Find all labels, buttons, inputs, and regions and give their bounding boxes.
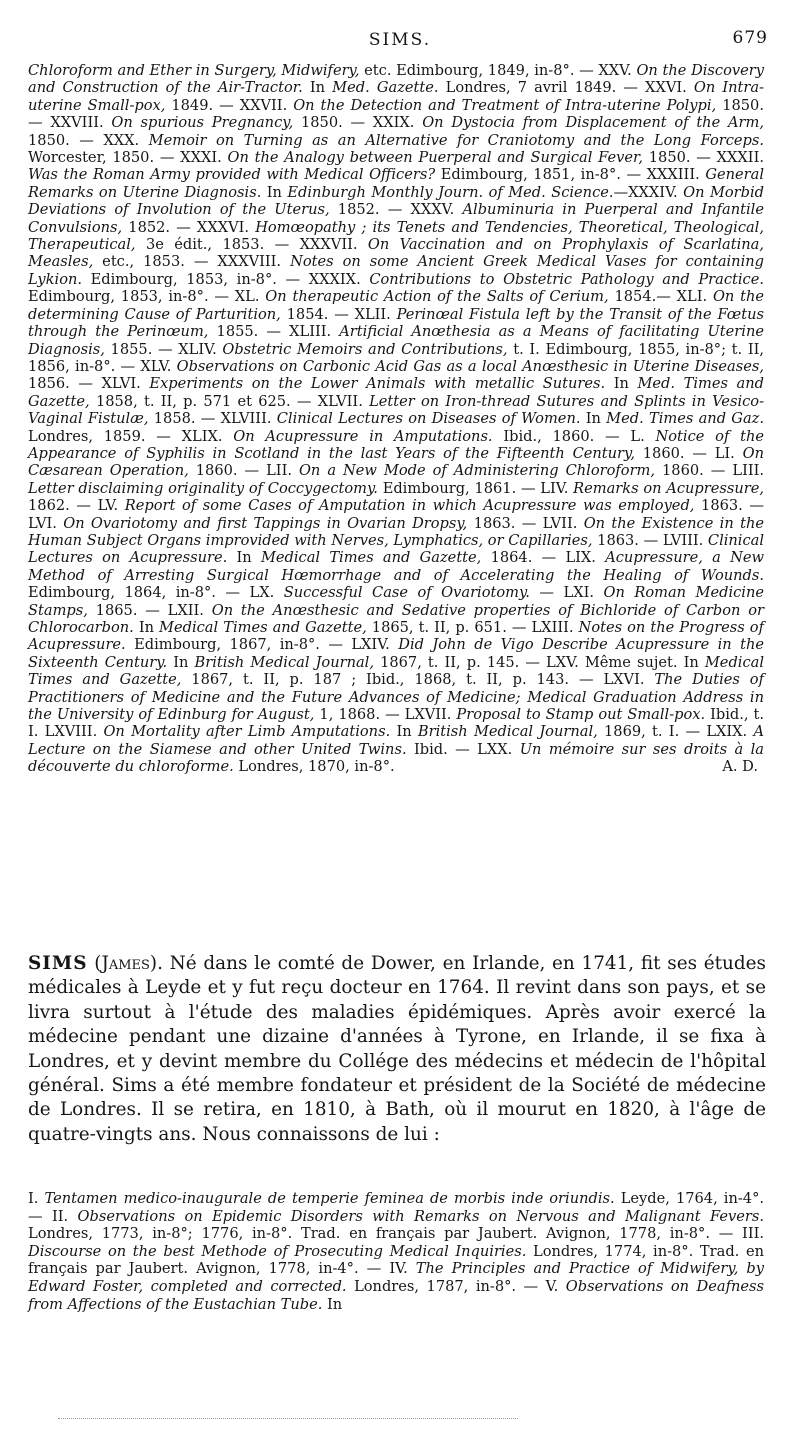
text-segment: In [261, 183, 288, 201]
text-segment: 1, 1868. — LXVII. [314, 706, 457, 724]
title-segment: On the Analogy between Puerperal and Surgical Fever, [227, 149, 644, 167]
text-segment: In [302, 79, 333, 97]
title-segment: Chloroform and Ether in Surgery, Midwifery, [28, 62, 360, 79]
title-segment: A Lecture on the Siamese and other United Twins. [28, 723, 764, 758]
title-segment: Did John de Vigo Describe Acupressure in the Sixteenth Century. [28, 636, 764, 671]
text-segment: Londres, 1787, in-8°. — V. [346, 1277, 566, 1295]
text-segment: I. [28, 1190, 45, 1207]
title-segment: British Medical Journal, [417, 723, 598, 741]
title-segment: On therapeutic Action of the Salts of Cerium, [265, 288, 609, 306]
text-segment: 1850. — XXXII. [643, 149, 764, 167]
title-segment: On the Detection and Treatment of Intra-uterine Polypi, [293, 96, 717, 114]
running-head [30, 28, 770, 52]
title-segment: Medical Times and Gazette, [159, 619, 367, 636]
text-segment: 1863. — LVII. [467, 514, 584, 532]
entry-given-name: (James). [94, 953, 163, 974]
text-segment: 1869, t. I. — LXIX. [597, 723, 754, 741]
title-segment: Notes on the Progress of Acupressure. [28, 619, 764, 654]
title-segment: Memoir on Turning as an Alternative for Craniotomy and the Long Forceps. [148, 131, 764, 149]
title-segment: Acupressure, a New Method of Arresting Surgical Hœmorrhage and of Accelerating the Healing of Wounds. [28, 549, 765, 584]
text-segment: 1867, t. II, p. 145. — LXV. Même sujet. In [374, 653, 705, 671]
works-text [28, 1190, 764, 1313]
title-segment: On the determining Cause of Parturition, [28, 288, 765, 323]
author-signature: A. D. [722, 758, 758, 776]
title-segment: On Acupressure in Amputations. [233, 427, 493, 445]
text-segment: Edimbourg, 1853, in-8°. — XXXIX. [82, 270, 370, 288]
text-segment: Londres, 1773, in-8°; 1776, in-8°. Trad. en français par Jaubert. Avignon, 1778, in-8°. — III. [28, 1225, 764, 1243]
title-segment: On the Discovery and Construction of the Air-Tractor. [28, 62, 764, 97]
title-segment: Medical Times and Gazette, [28, 653, 764, 689]
title-segment: Observations on Epidemic Disorders with Remarks on Nervous and Malignant Fevers. [77, 1207, 764, 1225]
bottom-rule [58, 1418, 518, 1419]
title-segment: Report of some Cases of Amputation in which Acupressure was employed, [124, 497, 695, 515]
running-title: SIMS. [368, 30, 432, 50]
title-segment: Letter on Iron-thread Sutures and Splints in Vesico-Vaginal Fistulæ, [28, 392, 764, 428]
text-segment: In [605, 375, 638, 393]
text-segment: Londres, 1870, in-8°. [233, 758, 395, 776]
title-segment: Med. Gazette. [332, 79, 439, 97]
title-segment: Perinœal Fistula left by the Transit of the Fœtus through the Perinœum, [28, 305, 764, 341]
title-segment: Tentamen medico-inaugurale de temperie feminea de morbis inde oriundis. [44, 1190, 615, 1207]
text-segment: 1854.— XLI. [608, 288, 713, 306]
page-number: 679 [732, 28, 768, 48]
title-segment: The Duties of Practitioners of Medicine and the Future Advances of Medicine; Medical Graduation Address in the University of Edinburg for August, [28, 671, 764, 724]
title-segment: On spurious Pregnancy, [111, 114, 294, 132]
text-segment: In [390, 723, 418, 741]
title-segment: Remarks on Acupressure, [573, 479, 764, 497]
title-segment: On Vaccination and on Prophylaxis of Scarlatina, Measles, [28, 236, 764, 271]
text-segment: 1849. — XXVII. [165, 96, 294, 114]
entry-sims-james [28, 952, 766, 1147]
text-segment: Edimbourg, 1864, in-8°. — LX. [28, 584, 284, 602]
text-segment: 1865, t. II, p. 651. — LXIII. [366, 619, 579, 636]
text-segment: — LXI. [529, 584, 604, 602]
text-segment: In [580, 410, 607, 428]
text-segment: Worcester, 1850. — XXXI. [28, 149, 228, 167]
text-segment: 1862. — LV. [28, 497, 125, 515]
entry-name: SIMS [28, 953, 88, 974]
title-segment: Artificial Anœthesia as a Means of facilitating Uterine Diagnosis, [28, 323, 764, 358]
text-segment: 1850. — XXVIII. [28, 96, 764, 132]
text-segment: Ibid., t. I. LXVIII. [28, 706, 765, 741]
bibliography-text [28, 62, 764, 775]
title-segment: Homœopathy ; its Tenets and Tendencies, Theoretical, Theological, Therapeutical, [28, 218, 764, 254]
title-segment: Was the Roman Army provided with Medical Officers? [28, 166, 436, 184]
entry-body: Né dans le comté de Dower, en Irlande, en 1741, fit ses études médicales à Leyde et y fut reçu docteur en 1764. Il revint dans son pays, et se livra surtout à l'étude des maladies épidémiques. Après avoir exercé la médecine pendant une dizaine d'années à Tyrone, en Irlande, il se fixa à Londres, et y devint membre du Collége des médecins et médecin de l'hôpital général. Sims a été membre fondateur et président de la Société de médecine de Londres. Il se retira, en 1810, à Bath, où il mourut en 1820, à l'âge de quatre-vingts ans. Nous connaissons de lui : [28, 953, 766, 1145]
title-segment: Observations on Deafness from Affections of the Eustachian Tube. [28, 1277, 765, 1313]
title-segment: Contributions to Obstetric Pathology and Practice. [369, 270, 765, 288]
title-segment: Letter disclaiming originality of Coccygectomy. [28, 479, 378, 497]
title-segment: General Remarks on Uterine Diagnosis. [28, 166, 764, 201]
text-segment: Londres, 1859. — XLIX. [28, 427, 234, 445]
text-segment: 1858. — XLVIII. [148, 410, 277, 428]
text-segment: In [227, 549, 261, 567]
text-segment: Edimbourg, 1867, in-8°. — LXIV. [125, 636, 399, 654]
title-segment: On Ovariotomy and first Tappings in Ovarian Dropsy, [63, 514, 468, 532]
text-segment: In [322, 1295, 343, 1313]
title-segment: On Intra-uterine Small-pox, [28, 79, 764, 114]
title-segment: Experiments on the Lower Animals with metallic Sutures. [149, 375, 606, 393]
text-segment: Edimbourg, 1861. — LIV. [377, 479, 574, 497]
text-segment: t. I. Edimbourg, 1855, in-8°; t. II, 1856, in-8°. — XLV. [28, 340, 765, 375]
title-segment: Clinical Lectures on Acupressure. [28, 531, 765, 567]
title-segment: On a New Mode of Administering Chloroform, [298, 462, 656, 480]
text-segment: 1855. — XLIV. [104, 340, 223, 358]
bibliography-continuation [28, 62, 764, 776]
text-segment: Edimbourg, 1853, in-8°. — XL. [28, 288, 266, 306]
text-segment: Londres, 1774, in-8°. Trad. en français par Jaubert. Avignon, 1778, in-4°. — IV. [28, 1242, 764, 1278]
text-segment: In [133, 619, 160, 636]
text-segment: 1856. — XLVI. [28, 375, 150, 393]
text-segment: Ibid., 1860. — L. [492, 427, 656, 445]
text-segment: 1863. — LVIII. [592, 531, 708, 549]
text-segment: 1850. — XXX. [28, 131, 149, 149]
text-segment: 1852. — XXXVI. [122, 218, 256, 236]
text-segment: Edimbourg, 1851, in-8°. — XXXIII. [435, 166, 706, 184]
title-segment: Edinburgh Monthly Journ. of Med. Science. [287, 183, 614, 201]
text-segment: 1850. — XXIX. [293, 114, 423, 132]
text-segment: 1860. — LII. [188, 462, 299, 480]
text-segment: 1864. — LIX. [481, 549, 606, 567]
title-segment: Un mémoire sur ses droits à la découverte du chloroforme. [28, 740, 764, 776]
title-segment: On Roman Medicine Stamps, [28, 584, 764, 619]
title-segment: Albuminuria in Puerperal and Infantile Convulsions, [28, 201, 764, 236]
text-segment: 3e édit., 1853. — XXXVII. [135, 236, 368, 254]
title-segment: Discourse on the best Methode of Prosecuting Medical Inquiries. [28, 1242, 527, 1260]
title-segment: On Cæsarean Operation, [28, 444, 764, 480]
title-segment: Notice of the Appearance of Syphilis in Scotland in the last Years of the Fifteenth Century, [28, 427, 765, 462]
text-segment: 1855. — XLIII. [208, 323, 340, 341]
title-segment: Notes on some Ancient Greek Medical Vases for containing Lykion. [28, 253, 764, 288]
title-segment: The Principles and Practice of Midwifery, by Edward Foster, completed and corrected. [28, 1260, 764, 1295]
title-segment: On the Existence in the Human Subject Organs improvided with Nerves, Lymphatics, or Capillaries, [28, 514, 764, 549]
text-segment: 1858, t. II, p. 571 et 625. — XLVII. [89, 392, 370, 410]
text-segment: 1865. — LXII. [87, 601, 212, 619]
text-segment: 1854. — XLII. [280, 305, 397, 323]
text-segment: In [167, 653, 195, 671]
text-segment: 1867, t. II, p. 187 ; Ibid., 1868, t. II, p. 143. — LXVI. [181, 671, 655, 689]
text-segment: 1852. — XXXV. [329, 201, 463, 219]
title-segment: British Medical Journal, [194, 653, 374, 671]
text-segment: Ibid. — LXX. [406, 740, 520, 758]
title-segment: On Morbid Deviations of Involution of the Uterus, [28, 183, 765, 219]
title-segment: On Dystocia from Displacement of the Arm, [422, 114, 764, 132]
text-segment: —XXXIV. [613, 183, 684, 201]
title-segment: Med. Times and Gazette, [28, 375, 764, 410]
title-segment: On the Anœsthesic and Sedative properties of Bichloride of Carbon or Chlorocarbon. [28, 601, 764, 636]
text-segment: etc., 1853. — XXXVIII. [93, 253, 291, 271]
title-segment: Med. Times and Gaz. [606, 410, 764, 428]
text-segment: etc. Edimbourg, 1849, in-8°. — XXV. [359, 62, 637, 79]
text-segment: Londres, 7 avril 1849. — XXVI. [438, 79, 694, 97]
works-list [28, 1190, 764, 1313]
title-segment: Medical Times and Gazette, [260, 549, 482, 567]
text-segment: 1863. — LVI. [28, 497, 765, 532]
title-segment: Successful Case of Ovariotomy. [283, 584, 530, 602]
text-segment: 1860. — LIII. [655, 462, 764, 480]
title-segment: Proposal to Stamp out Small-pox. [456, 706, 706, 724]
text-segment: Leyde, 1764, in-4°. — II. [28, 1190, 765, 1225]
title-segment: Clinical Lectures on Diseases of Women. [276, 410, 581, 428]
title-segment: Observations on Carbonic Acid Gas as a local Anœsthesic in Uterine Diseases, [176, 357, 764, 375]
text-segment: 1860. — LI. [634, 444, 743, 462]
title-segment: Obstetric Memoirs and Contributions, [222, 340, 508, 358]
title-segment: On Mortality after Limb Amputations. [103, 723, 391, 741]
